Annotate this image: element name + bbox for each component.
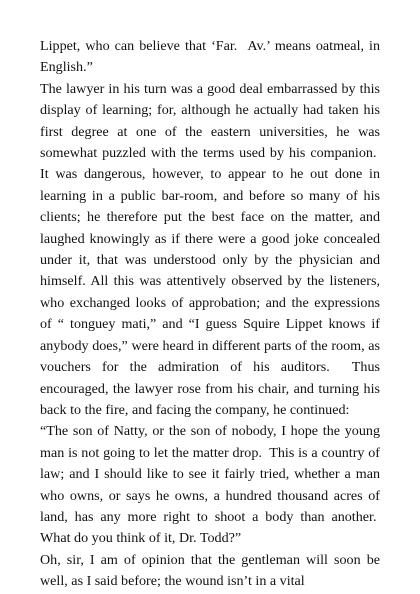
paragraph-1: Lippet, who can believe that ‘Far. Av.’ means oatmeal, in English.” [40,38,380,76]
paragraph-2: The lawyer in his turn was a good deal embarrassed by this display of learning; for, although he actually had taken his first degree at one of the eastern universities, he was somewhat puzzled with the terms used by his companion. It was dangerous, however, to appear to he out done in learning in a public bar-room, and before so many of his clients; he therefore put the best face on the matter, and laughed knowingly as if there were a good joke concealed under it, that was understood only by the physician and himself. All this was attentively observed by the listeners, who exchanged looks of approbation; and the expressions of “ tonguey mati,” and “I guess Squire Lippet knows if anybody does,” were heard in different parts of the room, as vouchers for the admiration of his auditors. Thus encouraged, the lawyer rose from his chair, and turning his back to the fire, and facing the company, he continued: [40,80,380,418]
paragraph-3: “The son of Natty, or the son of nobody, I hope the young man is not going to let the matter drop. This is a country of law; and I should like to see it fairly tried, whether a man who owns, or says he owns, a hundred thousand acres of land, has any more right to shoot a body than another. What do you think of it, Dr. Todd?” [40,423,380,547]
page-text [40,36,380,593]
paragraph-4: Oh, sir, I am of opinion that the gentleman will soon be well, as I said before; the wound isn’t in a vital [40,551,380,590]
